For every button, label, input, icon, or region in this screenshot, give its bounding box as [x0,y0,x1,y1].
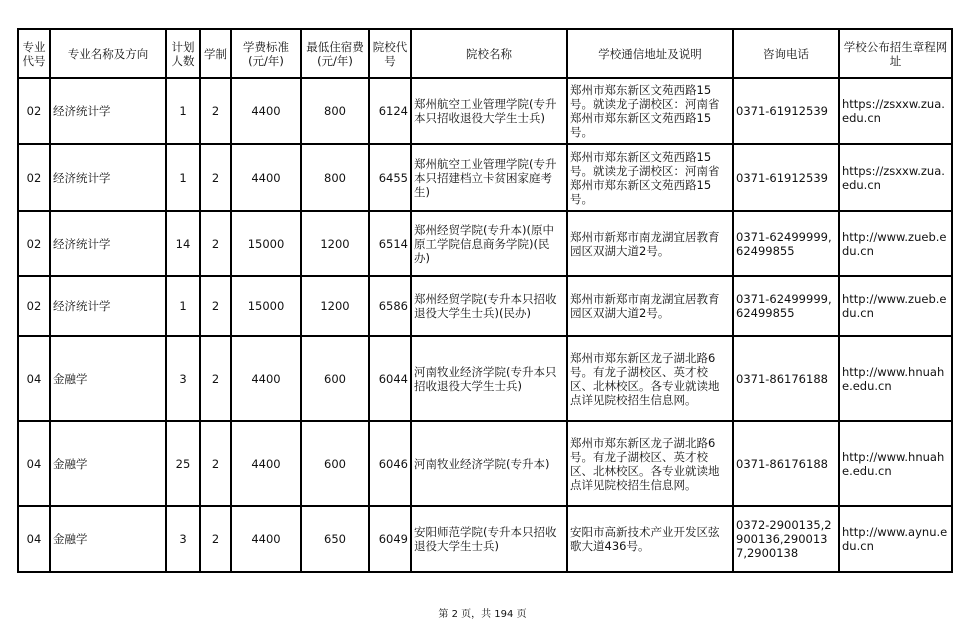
dorm-fee-cell: 1200 [301,211,369,276]
page-footer: 第 2 页，共 194 页 [438,609,527,620]
header-phone: 咨询电话 [733,29,839,78]
phone-cell: 0371-61912539 [733,144,839,211]
tuition-cell: 4400 [231,506,301,572]
plan-cell: 1 [166,78,200,144]
school-name-cell: 郑州经贸学院(专升本)(原中原工学院信息商务学院)(民办) [411,211,567,276]
major-code-cell: 04 [18,421,50,506]
tuition-cell: 15000 [231,276,301,336]
table-row [18,78,952,144]
tuition-cell: 4400 [231,421,301,506]
school-name-cell: 安阳师范学院(专升本只招收退役大学生士兵) [411,506,567,572]
url-cell[interactable]: https://zsxxw.zua.edu.cn [839,78,952,144]
header-plan: 计划人数 [166,29,200,78]
header-school-code: 院校代号 [369,29,411,78]
enrollment-table [17,28,953,573]
school-name-cell: 河南牧业经济学院(专升本) [411,421,567,506]
school-name-cell: 郑州航空工业管理学院(专升本只招建档立卡贫困家庭考生) [411,144,567,211]
tuition-cell: 4400 [231,78,301,144]
address-cell: 安阳市高新技术产业开发区弦歌大道436号。 [567,506,733,572]
table-row [18,276,952,336]
header-major-name: 专业名称及方向 [50,29,166,78]
phone-cell: 0371-61912539 [733,78,839,144]
dorm-fee-cell: 800 [301,144,369,211]
school-code-cell: 6124 [369,78,411,144]
phone-cell: 0371-62499999,62499855 [733,276,839,336]
years-cell: 2 [200,144,231,211]
school-code-cell: 6049 [369,506,411,572]
table-row [18,421,952,506]
years-cell: 2 [200,421,231,506]
tuition-cell: 4400 [231,336,301,421]
phone-cell: 0371-86176188 [733,336,839,421]
school-code-cell: 6514 [369,211,411,276]
address-cell: 郑州市新郑市南龙湖宜居教育园区双湖大道2号。 [567,211,733,276]
address-cell: 郑州市郑东新区文苑西路15号。就读龙子湖校区：河南省郑州市郑东新区文苑西路15号。 [567,144,733,211]
years-cell: 2 [200,276,231,336]
plan-cell: 1 [166,144,200,211]
major-name-cell: 金融学 [50,506,166,572]
tuition-cell: 4400 [231,144,301,211]
plan-cell: 3 [166,336,200,421]
school-name-cell: 郑州经贸学院(专升本只招收退役大学生士兵)(民办) [411,276,567,336]
school-code-cell: 6455 [369,144,411,211]
school-code-cell: 6046 [369,421,411,506]
url-cell[interactable]: https://zsxxw.zua.edu.cn [839,144,952,211]
plan-cell: 25 [166,421,200,506]
years-cell: 2 [200,336,231,421]
major-name-cell: 金融学 [50,336,166,421]
years-cell: 2 [200,506,231,572]
url-cell[interactable]: http://www.zueb.edu.cn [839,211,952,276]
years-cell: 2 [200,211,231,276]
dorm-fee-cell: 1200 [301,276,369,336]
school-name-cell: 河南牧业经济学院(专升本只招收退役大学生士兵) [411,336,567,421]
major-code-cell: 02 [18,78,50,144]
major-name-cell: 经济统计学 [50,78,166,144]
plan-cell: 14 [166,211,200,276]
major-code-cell: 02 [18,211,50,276]
url-cell[interactable]: http://www.hnuahe.edu.cn [839,336,952,421]
url-cell[interactable]: http://www.zueb.edu.cn [839,276,952,336]
header-tuition: 学费标准(元/年) [231,29,301,78]
plan-cell: 1 [166,276,200,336]
major-name-cell: 经济统计学 [50,276,166,336]
address-cell: 郑州市郑东新区龙子湖北路6号。有龙子湖校区、英才校区、北林校区。各专业就读地点详见院校招生信息网。 [567,336,733,421]
major-name-cell: 金融学 [50,421,166,506]
url-cell[interactable]: http://www.aynu.edu.cn [839,506,952,572]
dorm-fee-cell: 800 [301,78,369,144]
dorm-fee-cell: 600 [301,336,369,421]
dorm-fee-cell: 600 [301,421,369,506]
major-code-cell: 02 [18,276,50,336]
url-cell[interactable]: http://www.hnuahe.edu.cn [839,421,952,506]
header-row [18,29,952,78]
table-row [18,506,952,572]
header-url: 学校公布招生章程网址 [839,29,952,78]
address-cell: 郑州市郑东新区文苑西路15号。就读龙子湖校区：河南省郑州市郑东新区文苑西路15号。 [567,78,733,144]
header-address: 学校通信地址及说明 [567,29,733,78]
tuition-cell: 15000 [231,211,301,276]
address-cell: 郑州市郑东新区龙子湖北路6号。有龙子湖校区、英才校区、北林校区。各专业就读地点详见院校招生信息网。 [567,421,733,506]
major-code-cell: 04 [18,336,50,421]
school-code-cell: 6586 [369,276,411,336]
major-name-cell: 经济统计学 [50,211,166,276]
header-dorm-fee: 最低住宿费(元/年) [301,29,369,78]
school-name-cell: 郑州航空工业管理学院(专升本只招收退役大学生士兵) [411,78,567,144]
major-code-cell: 04 [18,506,50,572]
header-major-code: 专业代号 [18,29,50,78]
header-school-name: 院校名称 [411,29,567,78]
dorm-fee-cell: 650 [301,506,369,572]
phone-cell: 0371-86176188 [733,421,839,506]
school-code-cell: 6044 [369,336,411,421]
years-cell: 2 [200,78,231,144]
header-years: 学制 [200,29,231,78]
phone-cell: 0371-62499999,62499855 [733,211,839,276]
table-row [18,336,952,421]
address-cell: 郑州市新郑市南龙湖宜居教育园区双湖大道2号。 [567,276,733,336]
plan-cell: 3 [166,506,200,572]
table-row [18,144,952,211]
major-name-cell: 经济统计学 [50,144,166,211]
phone-cell: 0372-2900135,2900136,2900137,2900138 [733,506,839,572]
major-code-cell: 02 [18,144,50,211]
table-row [18,211,952,276]
